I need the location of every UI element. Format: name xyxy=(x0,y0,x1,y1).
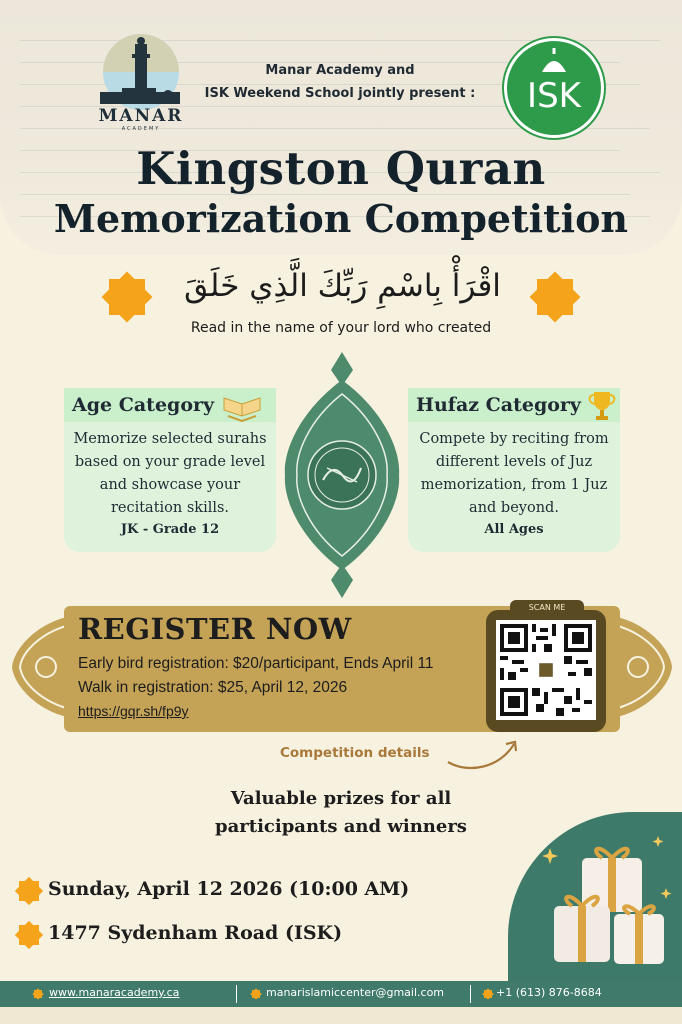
banner-ornament-right xyxy=(612,612,676,722)
footer-divider xyxy=(470,985,471,1003)
qr-code[interactable] xyxy=(496,620,596,720)
competition-details-label: Competition details xyxy=(280,745,430,761)
presenter-line-2: ISK Weekend School jointly present : xyxy=(204,86,476,101)
quran-stand-icon xyxy=(222,390,262,422)
early-bird-registration: Early bird registration: $20/participant, Ends April 11 xyxy=(78,655,434,672)
star-bullet-icon xyxy=(32,988,44,1000)
age-category-level: JK - Grade 12 xyxy=(120,522,220,537)
star-bullet-icon xyxy=(14,920,44,950)
prizes-line-1: Valuable prizes for all xyxy=(230,788,452,809)
verse-translation: Read in the name of your lord who created xyxy=(190,320,492,336)
star-ornament-icon xyxy=(100,270,154,324)
star-bullet-icon xyxy=(250,988,262,1000)
footer-phone-link[interactable]: +1 (613) 876-8684 xyxy=(496,986,602,999)
arabic-verse: اقْرَأْ بِاسْمِ رَبِّكَ الَّذِي خَلَقَ xyxy=(184,268,501,304)
manar-logo-name: MANAR xyxy=(98,106,184,126)
footer-divider xyxy=(236,985,237,1003)
hufaz-category-title: Hufaz Category xyxy=(416,394,581,416)
hufaz-category-card xyxy=(408,388,620,552)
page-title-line-2: Memorization Competition xyxy=(53,196,629,241)
page-title-line-1: Kingston Quran xyxy=(136,142,546,195)
mosque-dome-icon xyxy=(536,48,572,74)
register-title: REGISTER NOW xyxy=(78,612,352,646)
footer-website-link[interactable]: www.manaracademy.ca xyxy=(49,986,180,999)
star-ornament-icon xyxy=(528,270,582,324)
prizes-line-2: participants and winners xyxy=(215,816,467,837)
gift-boxes-illustration xyxy=(540,828,676,978)
banner-ornament-left xyxy=(8,612,72,722)
walk-in-registration: Walk in registration: $25, April 12, 2026 xyxy=(78,679,348,696)
presenter-line-1: Manar Academy and xyxy=(265,63,415,78)
qr-scan-label: SCAN ME xyxy=(510,600,584,616)
star-bullet-icon xyxy=(14,876,44,906)
event-location: 1477 Sydenham Road (ISK) xyxy=(48,922,343,944)
isk-logo-text: ISK xyxy=(527,76,581,116)
registration-link[interactable]: https://gqr.sh/fp9y xyxy=(78,703,189,719)
age-category-card xyxy=(64,388,276,552)
footer-email-link[interactable]: manarislamiccenter@gmail.com xyxy=(266,986,445,999)
age-category-description: Memorize selected surahs based on your grade level and showcase your recitation skills. xyxy=(73,431,267,516)
event-date: Sunday, April 12 2026 (10:00 AM) xyxy=(48,878,410,900)
footer-bottom-strip xyxy=(0,1007,682,1024)
manar-logo-subtitle: ACADEMY xyxy=(121,126,161,132)
hufaz-category-level: All Ages xyxy=(484,522,544,537)
star-bullet-icon xyxy=(482,988,494,1000)
age-category-title: Age Category xyxy=(72,394,215,416)
quran-calligraphy-ornament xyxy=(283,350,401,600)
curved-arrow-icon xyxy=(444,738,522,772)
trophy-icon xyxy=(588,390,616,422)
hufaz-category-description: Compete by reciting from different levels of Juz memorization, from 1 Juz and beyond. xyxy=(419,431,609,516)
